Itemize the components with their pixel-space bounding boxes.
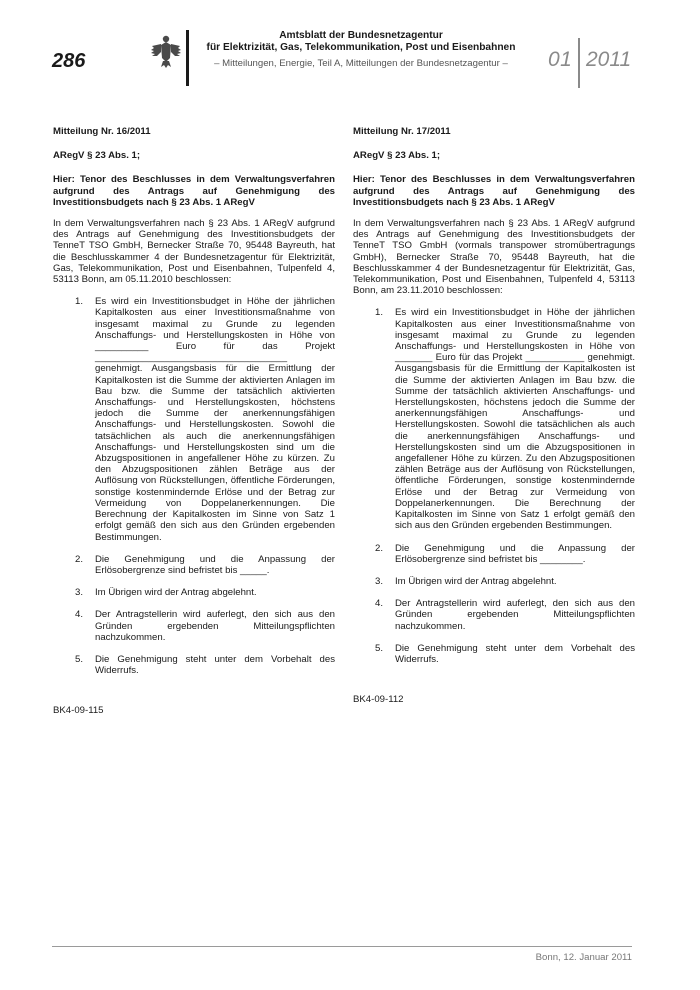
decision-list xyxy=(353,307,635,665)
decision-item xyxy=(53,296,335,542)
item-number: 2. xyxy=(75,553,84,565)
issue-year: 2011 xyxy=(586,48,632,71)
item-number: 5. xyxy=(75,653,84,665)
decision-item xyxy=(53,609,335,643)
item-text: Die Genehmigung und die Anpassung der Erlösobergrenze sind befristet bis _____. xyxy=(95,553,335,576)
decision-item xyxy=(353,307,635,531)
item-text: Der Antragstellerin wird auferlegt, den sich aus den Gründen ergebenden Mitteilungspflichten nachzukommen. xyxy=(95,609,335,643)
file-reference: BK4-09-115 xyxy=(53,705,104,717)
item-text: Im Übrigen wird der Antrag abgelehnt. xyxy=(95,587,257,599)
notice-column-left xyxy=(53,126,335,717)
item-number: 2. xyxy=(375,542,384,554)
notice-heading: Hier: Tenor des Beschlusses in dem Verwaltungsverfahren aufgrund des Antrags auf Genehmigung des Investitionsbudgets nach § 23 Abs. 1 ARegV xyxy=(353,174,635,208)
item-number: 1. xyxy=(375,307,384,319)
item-text: Die Genehmigung und die Anpassung der Erlösobergrenze sind befristet bis ________. xyxy=(395,542,635,565)
decision-item xyxy=(53,554,335,576)
notice-law: ARegV § 23 Abs. 1; xyxy=(53,150,141,162)
item-number: 3. xyxy=(75,587,84,599)
decision-item xyxy=(53,587,335,598)
header-divider xyxy=(186,30,189,86)
item-number: 5. xyxy=(375,642,384,654)
notice-intro: In dem Verwaltungsverfahren nach § 23 Abs. 1 ARegV aufgrund des Antrags auf Genehmigung des Investitionsbudgets der TenneT TSO GmbH, Bernecker Straße 70, 95448 Bayreuth, hat die Beschlusskammer 4 der Bundesnetzagentur für Elektrizität, Gas, Telekommunikation, Post und Eisenbahnen, Tulpenfeld 4, 53113 Bonn, am 05.11.2010 beschlossen: xyxy=(53,218,335,286)
journal-title xyxy=(196,30,526,54)
decision-item xyxy=(53,654,335,676)
notice-title: Mitteilung Nr. 16/2011 xyxy=(53,126,151,137)
journal-subtitle: – Mitteilungen, Energie, Teil A, Mitteilungen der Bundesnetzagentur – xyxy=(214,58,508,69)
notice-column-right xyxy=(353,126,635,705)
item-number: 3. xyxy=(375,575,384,587)
file-reference: BK4-09-112 xyxy=(353,694,404,706)
item-text: Es wird ein Investitionsbudget in Höhe der jährlichen Kapitalkosten aus einer Investitionsmaßnahme von insgesamt maximal zu Grunde zu legenden Anschaffungs- und Herstellungskosten in Höhe von __________ Euro für das Projekt ____________________________________ genehmigt. Ausgangsbasis für die Ermittlung der Kapitalkosten ist die Summe der aktivierten Anlagen im Bau bzw. die Summe der tatsächlich aktivierten Anschaffungs- und Herstellungskosten, höchstens jedoch die Summe der anerkennungsfähigen Anschaffungs- und Herstellungskosten. Sowohl die tatsächlichen als auch die anerkennungsfähigen Anschaffungs- und Herstellungskosten sind um die Abzugspositionen in angefallener Höhe zu kürzen. Zu den Abzugspositionen zählen Beträge aus der Auflösung von Rückstellungen, öffentliche Förderungen, sonstige kostenmindernde Erlöse und der Betrag zur Vermeidung von Doppelanerkennungen. Die Berechnung der Kapitalkosten im Sinne von Satz 1 erfolgt gemäß den sich aus den Gründen ergebenden Bestimmungen. xyxy=(95,296,335,543)
item-text: Es wird ein Investitionsbudget in Höhe der jährlichen Kapitalkosten aus einer Investitionsmaßnahme von insgesamt maximal zu Grunde zu legenden Anschaffungs- und Herstellungskosten in Höhe von _______ Euro für das Projekt ___________ genehmigt. Ausgangsbasis für die Ermittlung der Kapitalkosten ist die Summe der aktivierten Anlagen im Bau bzw. die Summe der tatsächlich aktivierten Anschaffungs- und Herstellungskosten, höchstens jedoch die Summe der anerkennungsfähigen Anschaffungs- und Herstellungskosten. Sowohl die tatsächlichen als auch die anerkennungsfähigen Anschaffungs- und Herstellungskosten sind um die Abzugspositionen in angefallener Höhe zu kürzen. Zu den Abzugspositionen zählen Beträge aus der Auflösung von Rückstellungen, öffentliche Förderungen, sonstige kostenmindernde Erlöse und der Betrag zur Vermeidung von Doppelanerkennungen. Die Berechnung der Kapitalkosten im Sinne von Satz 1 erfolgt gemäß den sich aus den Gründen ergebenden Bestimmungen. xyxy=(395,307,635,532)
notice-heading: Hier: Tenor des Beschlusses in dem Verwaltungsverfahren aufgrund des Antrags auf Genehmigung des Investitionsbudgets nach § 23 Abs. 1 ARegV xyxy=(53,174,335,208)
item-text: Die Genehmigung steht unter dem Vorbehalt des Widerrufs. xyxy=(95,653,335,677)
item-text: Im Übrigen wird der Antrag abgelehnt. xyxy=(395,575,557,587)
footer-date: Bonn, 12. Januar 2011 xyxy=(535,952,632,963)
item-text: Der Antragstellerin wird auferlegt, den sich aus den Gründen ergebenden Mitteilungspflichten nachzukommen. xyxy=(395,598,635,632)
notice-title: Mitteilung Nr. 17/2011 xyxy=(353,126,451,137)
notice-intro: In dem Verwaltungsverfahren nach § 23 Abs. 1 ARegV aufgrund des Antrags auf Genehmigung des Investitionsbudgets der TenneT TSO GmbH (vormals transpower stromübertragungs GmbH), Bernecker Straße 70, 95448 Bayreuth, hat die Beschlusskammer 4 der Bundesnetzagentur für Elektrizität, Gas, Telekommunikation, Post und Eisenbahnen, Tulpenfeld 4, 53113 Bonn, am 23.11.2010 beschlossen: xyxy=(353,218,635,297)
item-number: 1. xyxy=(75,296,84,308)
decision-item xyxy=(353,576,635,587)
page-number: 286 xyxy=(52,50,86,72)
journal-title-line1: Amtsblatt der Bundesnetzagentur xyxy=(279,30,443,41)
federal-eagle-icon xyxy=(150,32,182,70)
item-number: 4. xyxy=(75,609,84,621)
issue-divider xyxy=(578,38,580,88)
footer-divider xyxy=(52,946,632,947)
decision-item xyxy=(353,543,635,565)
notice-law: ARegV § 23 Abs. 1; xyxy=(353,150,441,162)
issue-number: 01 xyxy=(548,48,573,71)
item-text: Die Genehmigung steht unter dem Vorbehalt des Widerrufs. xyxy=(395,642,635,665)
decision-list xyxy=(53,296,335,676)
decision-item xyxy=(353,643,635,665)
decision-item xyxy=(353,598,635,632)
item-number: 4. xyxy=(375,598,384,610)
journal-title-line2: für Elektrizität, Gas, Telekommunikation, Post und Eisenbahnen xyxy=(206,42,516,53)
